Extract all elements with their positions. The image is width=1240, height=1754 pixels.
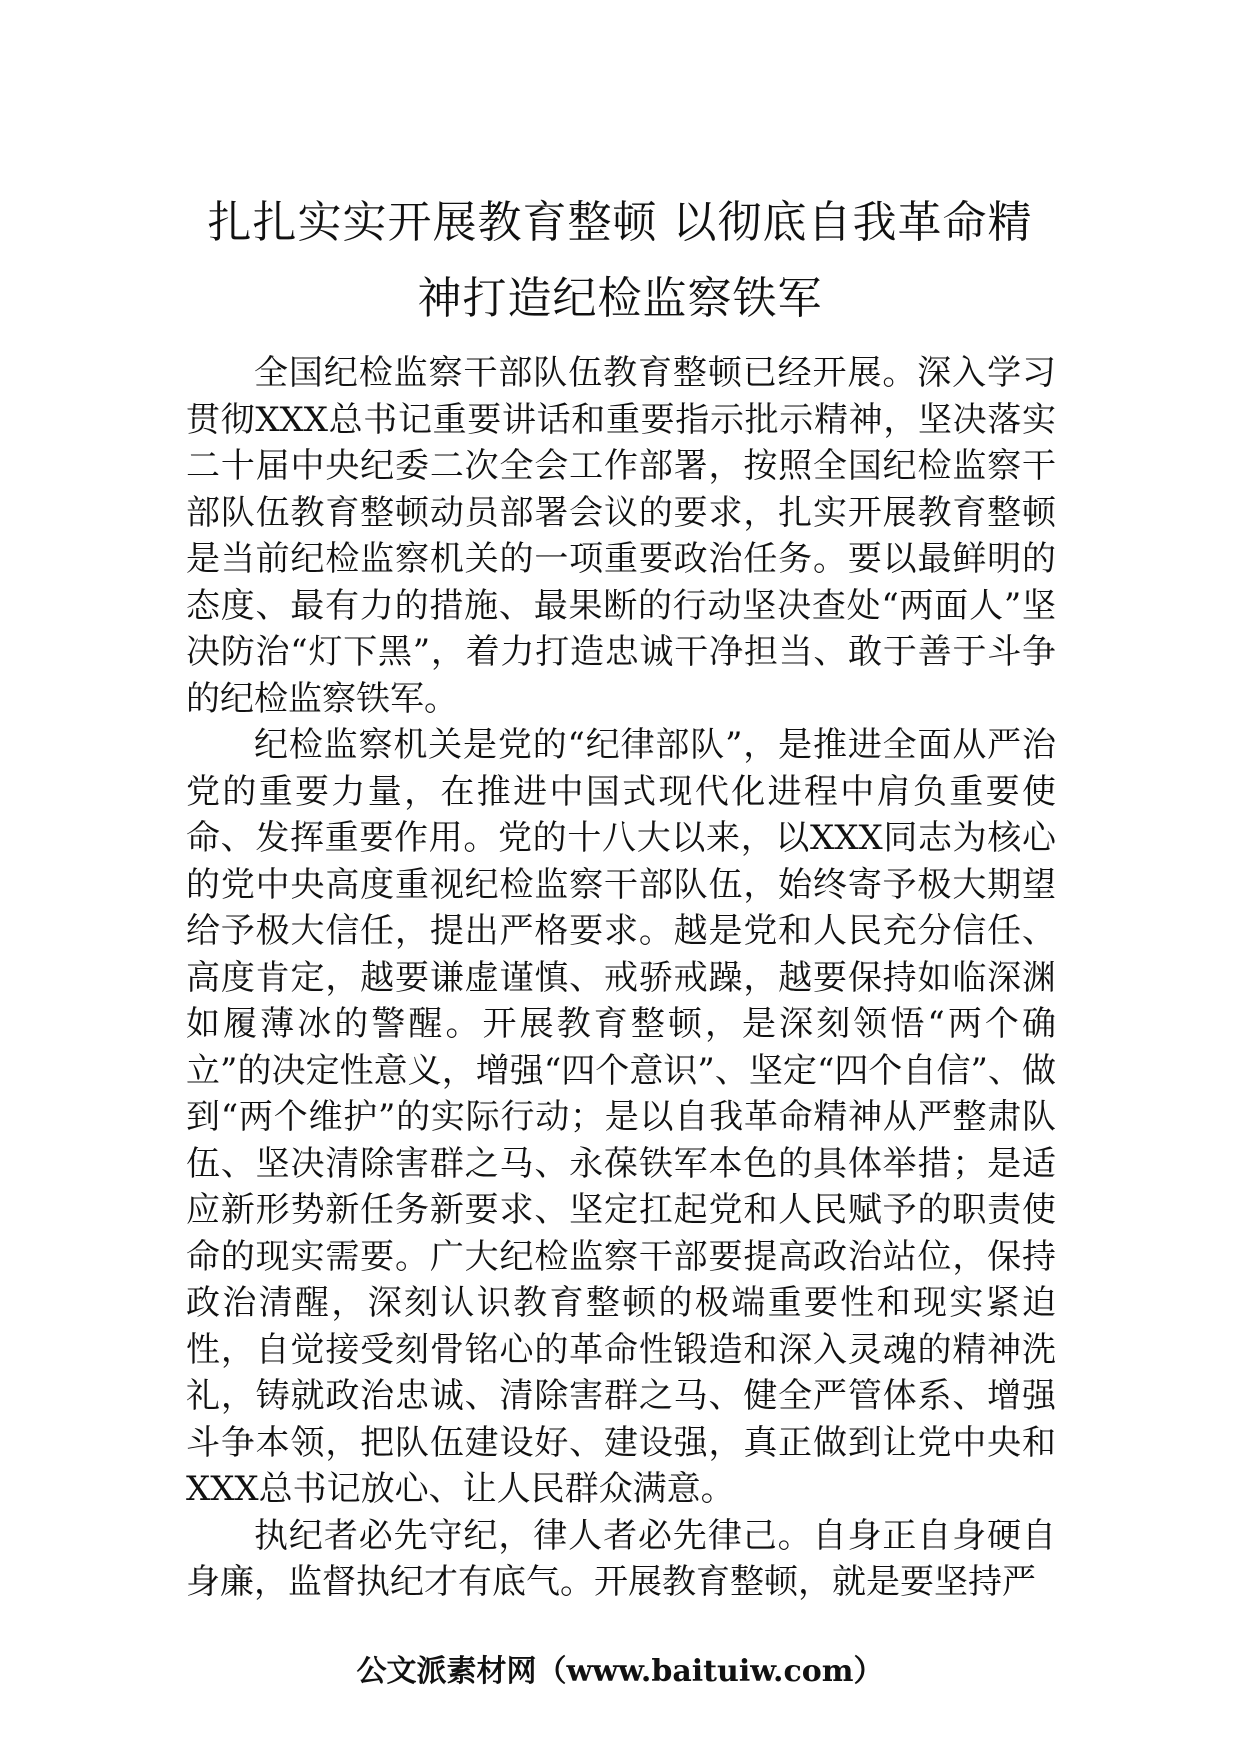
paragraph-1: 全国纪检监察干部队伍教育整顿已经开展。深入学习贯彻XXX总书记重要讲话和重要指示批示精神，坚决落实二十届中央纪委二次全会工作部署，按照全国纪检监察干部队伍教育整顿动员部署会议的要求，扎实开展教育整顿是当前纪检监察机关的一项重要政治任务。要以最鲜明的态度、最有力的措施、最果断的行动坚决查处“两面人”坚决防治“灯下黑”，着力打造忠诚干净担当、敢于善于斗争的纪检监察铁军。 [186,353,1056,719]
document-title [180,185,1060,337]
title-line-2: 神打造纪检监察铁军 [417,273,823,324]
page-footer-watermark: 公文派素材网（www.baituiw.com） [356,1654,884,1689]
paragraph-2: 纪检监察机关是党的“纪律部队”，是推进全面从严治党的重要力量，在推进中国式现代化进程中肩负重要使命、发挥重要作用。党的十八大以来，以XXX同志为核心的党中央高度重视纪检监察干部队伍，始终寄予极大期望给予极大信任，提出严格要求。越是党和人民充分信任、高度肯定，越要谦虚谨慎、戒骄戒躁，越要保持如临深渊如履薄冰的警醒。开展教育整顿，是深刻领悟“两个确立”的决定性意义，增强“四个意识”、坚定“四个自信”、做到“两个维护”的实际行动；是以自我革命精神从严整肃队伍、坚决清除害群之马、永葆铁军本色的具体举措；是适应新形势新任务新要求、坚定扛起党和人民赋予的职责使命的现实需要。广大纪检监察干部要提高政治站位，保持政治清醒，深刻认识教育整顿的极端重要性和现实紧迫性，自觉接受刻骨铭心的革命性锻造和深入灵魂的精神洗礼，铸就政治忠诚、清除害群之马、健全严管体系、增强斗争本领，把队伍建设好、建设强，真正做到让党中央和XXX总书记放心、让人民群众满意。 [186,725,1056,1509]
title-line-1: 扎扎实实开展教育整顿 以彻底自我革命精 [207,197,1033,248]
document-body [186,350,1056,1606]
paragraph-3: 执纪者必先守纪，律人者必先律己。自身正自身硬自身廉，监督执纪才有底气。开展教育整顿，就是要坚持严 [186,1515,1056,1602]
